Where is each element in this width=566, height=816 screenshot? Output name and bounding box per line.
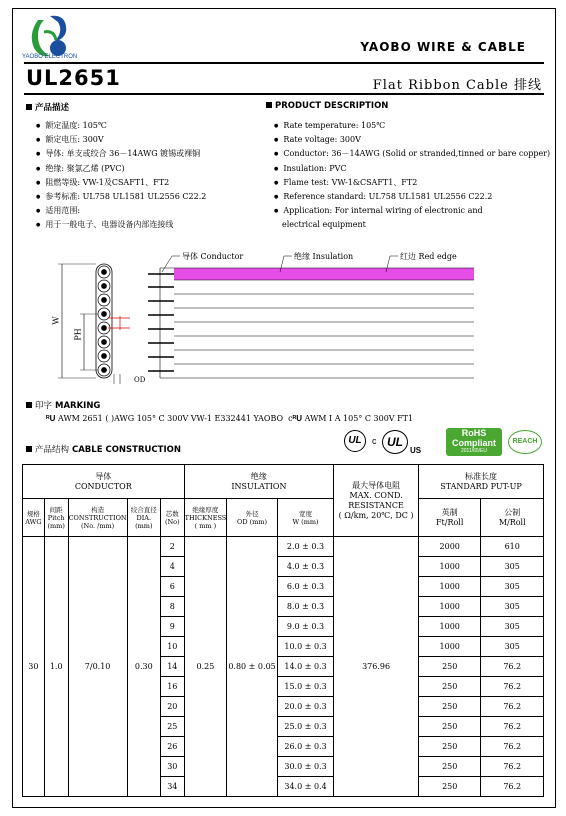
w-label: W [51, 316, 61, 325]
m-cell: 76.2 [481, 657, 544, 677]
dia-header: 绞合直径DIA. (mm) [127, 499, 160, 537]
od-cell: 0.80 ± 0.05 [227, 537, 278, 797]
en-desc-list [274, 119, 550, 233]
ft-cell: 1000 [418, 617, 481, 637]
cores-cell: 34 [160, 777, 184, 797]
list-item: ● 阻燃等级: VW-1及CSAFT1、FT2 [36, 176, 206, 190]
width-cell: 25.0 ± 0.3 [277, 717, 333, 737]
reach-badge-icon: REACH [508, 430, 542, 454]
width-cell: 8.0 ± 0.3 [277, 597, 333, 617]
resistance-header: 最大导体电阻 MAX. COND. RESISTANCE ( Ω/km, 20℃, DC ) [334, 465, 419, 537]
putup-header: 标准长度 STANDARD PUT-UP [418, 465, 543, 499]
divider [24, 62, 544, 64]
ft-cell: 1000 [418, 577, 481, 597]
thickness-cell: 0.25 [184, 537, 227, 797]
width-cell: 15.0 ± 0.3 [277, 677, 333, 697]
cores-header: 芯数 (No) [160, 499, 184, 537]
od-label: OD [134, 376, 146, 384]
width-cell: 14.0 ± 0.3 [277, 657, 333, 677]
flat-cable-body [148, 268, 474, 378]
conductor-label: 导体 Conductor [182, 252, 244, 261]
insulation-header: 绝缘 INSULATION [184, 465, 334, 499]
m-cell: 610 [481, 537, 544, 557]
insulation-label: 绝缘 Insulation [294, 252, 354, 261]
ft-cell: 250 [418, 717, 481, 737]
cores-cell: 8 [160, 597, 184, 617]
ft-cell: 1000 [418, 637, 481, 657]
od-header: 外径 OD (mm) [227, 499, 278, 537]
m-cell: 76.2 [481, 777, 544, 797]
list-item: ● 适用范围: [36, 204, 206, 218]
m-cell: 76.2 [481, 677, 544, 697]
cable-diagram [40, 248, 520, 388]
cores-cell: 6 [160, 577, 184, 597]
width-cell: 6.0 ± 0.3 [277, 577, 333, 597]
company-name: YAOBO WIRE & CABLE [360, 40, 526, 54]
cul-cert-icon: UL [382, 430, 408, 454]
square-bullet-icon [26, 402, 32, 408]
width-cell: 9.0 ± 0.3 [277, 617, 333, 637]
m-cell: 76.2 [481, 757, 544, 777]
construction-title: 产品结构 CABLE CONSTRUCTION [26, 443, 181, 455]
ur-mark-icon: ᴿU [46, 414, 56, 423]
cores-cell: 4 [160, 557, 184, 577]
m-cell: 76.2 [481, 737, 544, 757]
list-item: ● Rate voltage: 300V [274, 133, 550, 147]
width-cell: 20.0 ± 0.3 [277, 697, 333, 717]
ul-cert-icon: UL [344, 430, 366, 452]
product-subtitle: Flat Ribbon Cable 排线 [372, 78, 542, 93]
rohs-badge-icon: RoHS Compliant 2011/65/EU [446, 428, 502, 456]
list-item: ● Rate temperature: 105℃ [274, 119, 550, 133]
m-cell: 305 [481, 597, 544, 617]
awg-cell: 30 [23, 537, 45, 797]
dia-cell: 0.30 [127, 537, 160, 797]
list-item: ● 额定温度: 105℃ [36, 119, 206, 133]
cores-cell: 10 [160, 637, 184, 657]
ft-cell: 250 [418, 677, 481, 697]
c-mark: c [288, 414, 293, 423]
m-cell: 76.2 [481, 697, 544, 717]
m-header: 公制 M/Roll [481, 499, 544, 537]
ft-cell: 250 [418, 777, 481, 797]
logo-text: YAOBO ELECTRON [22, 54, 78, 60]
ph-label: PH [73, 328, 83, 341]
marking-line-2: AWM I A 105° C 300V FT1 [304, 414, 414, 423]
marking-title: 印字 MARKING [26, 399, 100, 411]
pitch-cell: 1.0 [44, 537, 68, 797]
cores-cell: 20 [160, 697, 184, 717]
cores-cell: 30 [160, 757, 184, 777]
construction-header: 构造 CONSTRUCTION (No. /mm) [68, 499, 127, 537]
model-title: UL2651 [26, 66, 121, 90]
width-cell: 34.0 ± 0.4 [277, 777, 333, 797]
width-cell: 2.0 ± 0.3 [277, 537, 333, 557]
list-item: ● Conductor: 36－14AWG (Solid or stranded,tinned or bare copper) [274, 147, 550, 161]
list-item: ● Reference standard: UL758 UL1581 UL2556 C22.2 [274, 190, 550, 204]
ft-cell: 1000 [418, 597, 481, 617]
cul-us-mark: US [410, 446, 422, 455]
cul-c-mark: c [372, 436, 377, 446]
thickness-header: 绝缘厚度 THICKNESS ( mm ) [184, 499, 227, 537]
cores-cell: 25 [160, 717, 184, 737]
pitch-header: 间距 Pitch (mm) [44, 499, 68, 537]
awg-header: 规格 AWG [23, 499, 45, 537]
list-item: ● Insulation: PVC [274, 162, 550, 176]
ft-cell: 250 [418, 757, 481, 777]
list-item: ● Flame test: VW-1&CSAFT1、FT2 [274, 176, 550, 190]
ft-cell: 250 [418, 697, 481, 717]
conductor-header: 导体 CONDUCTOR [23, 465, 185, 499]
cn-desc-title: 产品描述 [26, 101, 69, 113]
en-desc-title: PRODUCT DESCRIPTION [266, 101, 388, 111]
list-item: ● 额定电压: 300V [36, 133, 206, 147]
construction-cell: 7/0.10 [68, 537, 127, 797]
ft-cell: 250 [418, 657, 481, 677]
divider [24, 93, 544, 95]
m-cell: 305 [481, 557, 544, 577]
square-bullet-icon [26, 104, 32, 110]
ft-header: 英制 Ft/Roll [418, 499, 481, 537]
list-item: electrical equipment [282, 220, 366, 230]
list-item: ● 绝缘: 聚氯乙烯 (PVC) [36, 162, 206, 176]
ft-cell: 250 [418, 737, 481, 757]
cores-cell: 9 [160, 617, 184, 637]
spec-table [22, 464, 544, 797]
ft-cell: 2000 [418, 537, 481, 557]
resistance-cell: 376.96 [334, 537, 419, 797]
ft-cell: 1000 [418, 557, 481, 577]
m-cell: 305 [481, 617, 544, 637]
width-cell: 10.0 ± 0.3 [277, 637, 333, 657]
table-row [23, 537, 544, 557]
list-item: ● Application: For internal wiring of electronic and [274, 204, 550, 218]
width-cell: 30.0 ± 0.3 [277, 757, 333, 777]
width-cell: 4.0 ± 0.3 [277, 557, 333, 577]
width-cell: 26.0 ± 0.3 [277, 737, 333, 757]
cable-cross-section [96, 264, 130, 378]
width-header: 宽度 W (mm) [277, 499, 333, 537]
list-item: ● 用于一般电子、电器设备内部连接线 [36, 218, 206, 232]
red-edge-label: 红边 Red edge [400, 252, 457, 261]
list-item: ● 参考标准: UL758 UL1581 UL2556 C22.2 [36, 190, 206, 204]
marking-text [46, 414, 413, 423]
square-bullet-icon [26, 446, 32, 452]
marking-line-1: AWM 2651 ( )AWG 105° C 300V VW-1 E332441 YAOBO [58, 414, 284, 423]
cores-cell: 14 [160, 657, 184, 677]
square-bullet-icon [266, 102, 272, 108]
cores-cell: 26 [160, 737, 184, 757]
ur-mark-icon: ᴿU [292, 414, 303, 423]
cores-cell: 2 [160, 537, 184, 557]
m-cell: 305 [481, 577, 544, 597]
table-subheader-row [23, 499, 544, 537]
m-cell: 305 [481, 637, 544, 657]
list-item: ● 导体: 单支或绞合 36－14AWG 镀锡或裸铜 [36, 147, 206, 161]
cn-desc-list [36, 119, 206, 233]
m-cell: 76.2 [481, 717, 544, 737]
table-header-row [23, 465, 544, 499]
cores-cell: 16 [160, 677, 184, 697]
